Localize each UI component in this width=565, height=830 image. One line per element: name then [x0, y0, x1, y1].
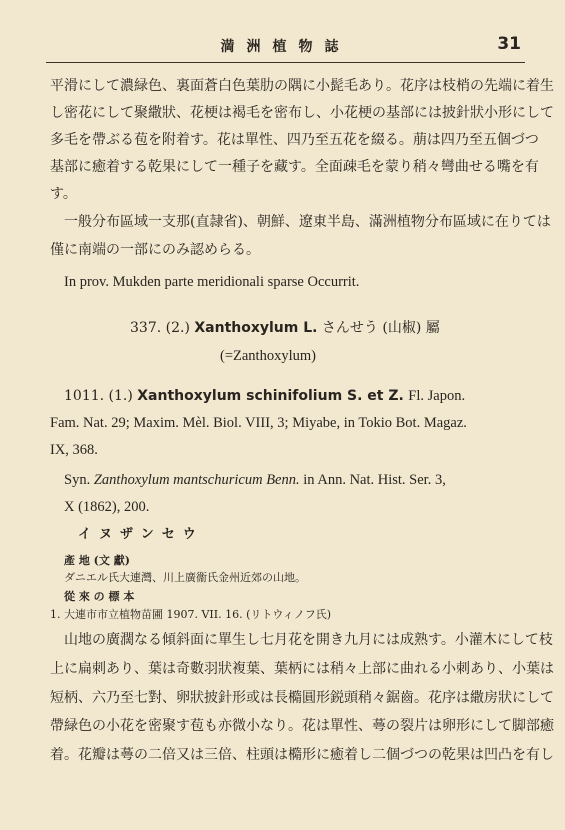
- genus-synonym: (=Zanthoxylum): [220, 348, 316, 364]
- description-line-4: 帶緑色の小花を密聚す苞も亦微小なり。花は單性、蕚の裂片は卵形にして脚部癒: [50, 718, 554, 734]
- species-heading: [64, 386, 465, 406]
- synonym-line: [64, 470, 446, 490]
- description-line-1: 山地の廣濶なる傾斜面に單生し七月花を開き九月には成熟す。小灌木にして枝: [64, 632, 553, 648]
- specimens-heading: 從 來 の 標 本: [64, 590, 135, 603]
- page-number: 31: [497, 34, 521, 54]
- japanese-common-name: イヌザンセウ: [78, 527, 204, 542]
- genus-japanese: さんせう (山椒) 屬: [321, 320, 440, 336]
- genus-name: Xanthoxylum L.: [194, 320, 318, 336]
- distribution-line-1: 一般分布區域一支那(直隷省)、朝鮮、遼東半島、滿洲植物分布區域に在りては: [64, 214, 551, 230]
- description-line-2: 上に扁刺あり、葉は奇數羽狀複葉、葉柄には稍々上部に曲れる小刺あり、小葉は: [50, 661, 554, 677]
- text-line-2: し密花にして聚繖狀、花梗は褐毛を密布し、小花梗の基部には披針狀小形にして: [50, 105, 554, 121]
- synonym-reference: in Ann. Nat. Hist. Ser. 3,: [303, 472, 446, 488]
- latin-distribution: In prov. Mukden parte meridionali sparse Occurrit.: [64, 274, 360, 290]
- genus-number: 337. (2.): [130, 320, 190, 336]
- running-title: 満洲植物誌: [220, 39, 351, 55]
- running-header: [46, 34, 525, 63]
- species-reference-3: IX, 368.: [50, 442, 98, 458]
- locality-text: ダニエル氏大連灣、川上廣衞氏金州近郊の山地。: [64, 571, 306, 584]
- synonym-prefix: Syn.: [64, 472, 91, 488]
- distribution-line-2: 僅に南端の一部にのみ認めらる。: [50, 242, 260, 258]
- description-line-3: 短柄、六乃至七對、卵狀披針形或は長橢圓形鋭頭稍々鋸齒。花序は繖房狀にして: [50, 690, 554, 706]
- text-line-5: す。: [50, 186, 77, 202]
- synonym-name: Zanthoxylum mantschuricum Benn.: [93, 472, 300, 488]
- species-reference-1: Fl. Japon.: [408, 388, 466, 404]
- description-line-5: 着。花瓣は蕚の二倍又は三倍、柱頭は橢形に癒着し二個づつの乾果は凹凸を有し: [50, 747, 554, 763]
- text-line-1: 平滑にして濃緑色、裏面蒼白色葉肋の隅に小髭毛あり。花序は枝梢の先端に着生: [50, 78, 554, 94]
- species-number: 1011. (1.): [64, 388, 133, 404]
- species-name: Xanthoxylum schinifolium S. et Z.: [137, 388, 404, 404]
- text-line-4: 基部に癒着する乾果にして一種子を藏す。全面疎毛を蒙り稍々彎曲せる嘴を有: [50, 159, 539, 175]
- synonym-reference-2: X (1862), 200.: [64, 499, 150, 515]
- genus-heading: [130, 318, 440, 338]
- species-reference-2: Fam. Nat. 29; Maxim. Mèl. Biol. VIII, 3; Miyabe, in Tokio Bot. Magaz.: [50, 415, 467, 431]
- specimens-text: 1. 大連市市立植物苗圃 1907. VII. 16. (リトウィノフ氏): [50, 608, 332, 621]
- text-line-3: 多毛を帶ぶる苞を附着す。花は單性、四乃至五花を綴る。萠は四乃至五個づつ: [50, 132, 539, 148]
- locality-heading: 產 地 (文 獻): [64, 554, 130, 567]
